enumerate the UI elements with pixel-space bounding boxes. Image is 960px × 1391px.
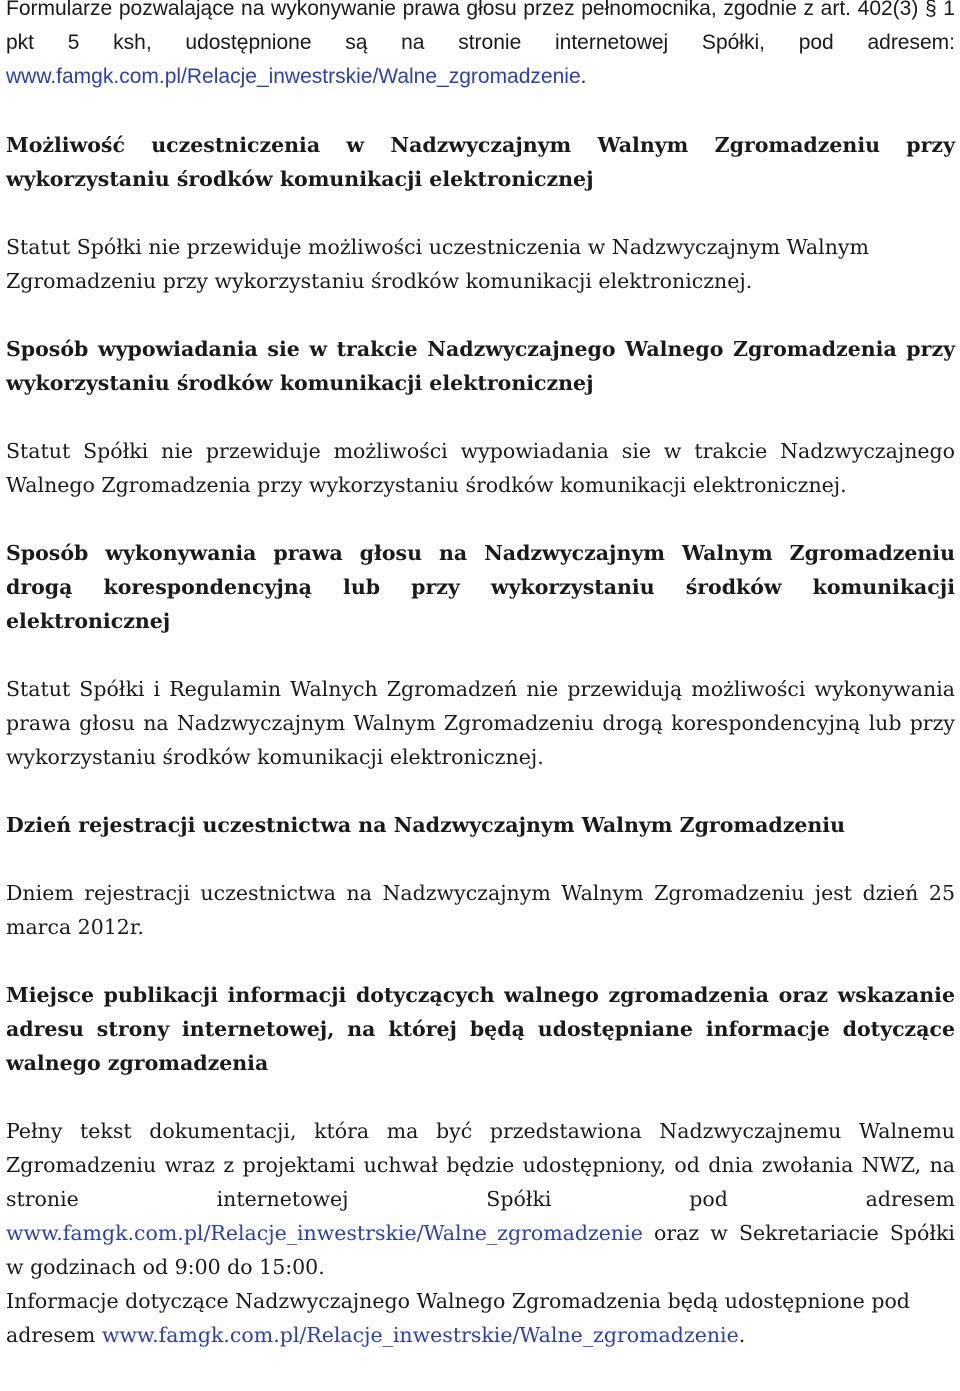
spacer xyxy=(6,1080,955,1114)
info-text-end: . xyxy=(738,1323,746,1347)
section-body-voting: Statut Spółki i Regulamin Walnych Zgromadzeń nie przewidują możliwości wykonywania prawa głosu na Nadzwyczajnym Walnym Zgromadzeniu drogą korespondencyjną lub przy wykorzystaniu środków komunikacji elektronicznej. xyxy=(6,677,955,769)
publication-text: Pełny tekst dokumentacji, która ma być przedstawiona Nadzwyczajnemu Walnemu Zgromadzeniu wraz z projektami uchwał będzie udostępniony, od dnia zwołania NWZ, na stronie internetowej Spółki pod adresem xyxy=(6,1119,955,1211)
spacer xyxy=(6,94,955,128)
section-heading-electronic-participation: Możliwość uczestniczenia w Nadzwyczajnym Walnym Zgromadzeniu przy wykorzystaniu środków komunikacji elektronicznej xyxy=(6,133,955,191)
intro-paragraph xyxy=(6,0,955,94)
spacer xyxy=(6,944,955,978)
spacer xyxy=(6,638,955,672)
section-heading-speaking: Sposób wypowiadania sie w trakcie Nadzwyczajnego Walnego Zgromadzenia przy wykorzystaniu środków komunikacji elektronicznej xyxy=(6,337,955,395)
info-text: Informacje dotyczące Nadzwyczajnego Walnego Zgromadzenia będą udostępnione pod adresem xyxy=(6,1289,910,1347)
spacer xyxy=(6,774,955,808)
document-page xyxy=(6,0,955,1352)
section-heading-voting: Sposób wykonywania prawa głosu na Nadzwyczajnym Walnym Zgromadzeniu drogą korespondencyjną lub przy wykorzystaniu środków komunikacji elektronicznej xyxy=(6,541,955,633)
info-link[interactable]: www.famgk.com.pl/Relacje_inwestrskie/Walne_zgromadzenie xyxy=(101,1323,739,1347)
intro-link[interactable]: www.famgk.com.pl/Relacje_inwestrskie/Walne_zgromadzenie xyxy=(6,65,581,88)
intro-text: Formularze pozwalające na wykonywanie prawa głosu przez pełnomocnika, zgodnie z art. 402(3) § 1 pkt 5 ksh, udostępnione są na stronie internetowej Spółki, pod adresem: xyxy=(6,0,955,54)
section-body-registration-day: Dniem rejestracji uczestnictwa na Nadzwyczajnym Walnym Zgromadzeniu jest dzień 25 marca 2012r. xyxy=(6,881,955,939)
section-body-electronic-participation: Statut Spółki nie przewiduje możliwości uczestniczenia w Nadzwyczajnym Walnym Zgromadzeniu przy wykorzystaniu środków komunikacji elektronicznej. xyxy=(6,235,869,293)
spacer xyxy=(6,842,955,876)
section-body-speaking: Statut Spółki nie przewiduje możliwości wypowiadania sie w trakcie Nadzwyczajnego Walnego Zgromadzenia przy wykorzystaniu środków komunikacji elektronicznej. xyxy=(6,439,955,497)
spacer xyxy=(6,196,955,230)
publication-link[interactable]: www.famgk.com.pl/Relacje_inwestrskie/Walne_zgromadzenie xyxy=(6,1221,643,1245)
spacer xyxy=(6,502,955,536)
publication-paragraph-info xyxy=(6,1284,955,1352)
spacer xyxy=(6,298,955,332)
publication-text-end: oraz w Sekretariacie Spółki w godzinach od 9:00 do 15:00. xyxy=(6,1221,955,1279)
section-heading-publication: Miejsce publikacji informacji dotyczących walnego zgromadzenia oraz wskazanie adresu strony internetowej, na której będą udostępniane informacje dotyczące walnego zgromadzenia xyxy=(6,983,955,1075)
intro-end: . xyxy=(580,65,587,88)
section-heading-registration-day: Dzień rejestracji uczestnictwa na Nadzwyczajnym Walnym Zgromadzeniu xyxy=(6,813,845,837)
publication-paragraph-documentation xyxy=(6,1114,955,1284)
spacer xyxy=(6,400,955,434)
